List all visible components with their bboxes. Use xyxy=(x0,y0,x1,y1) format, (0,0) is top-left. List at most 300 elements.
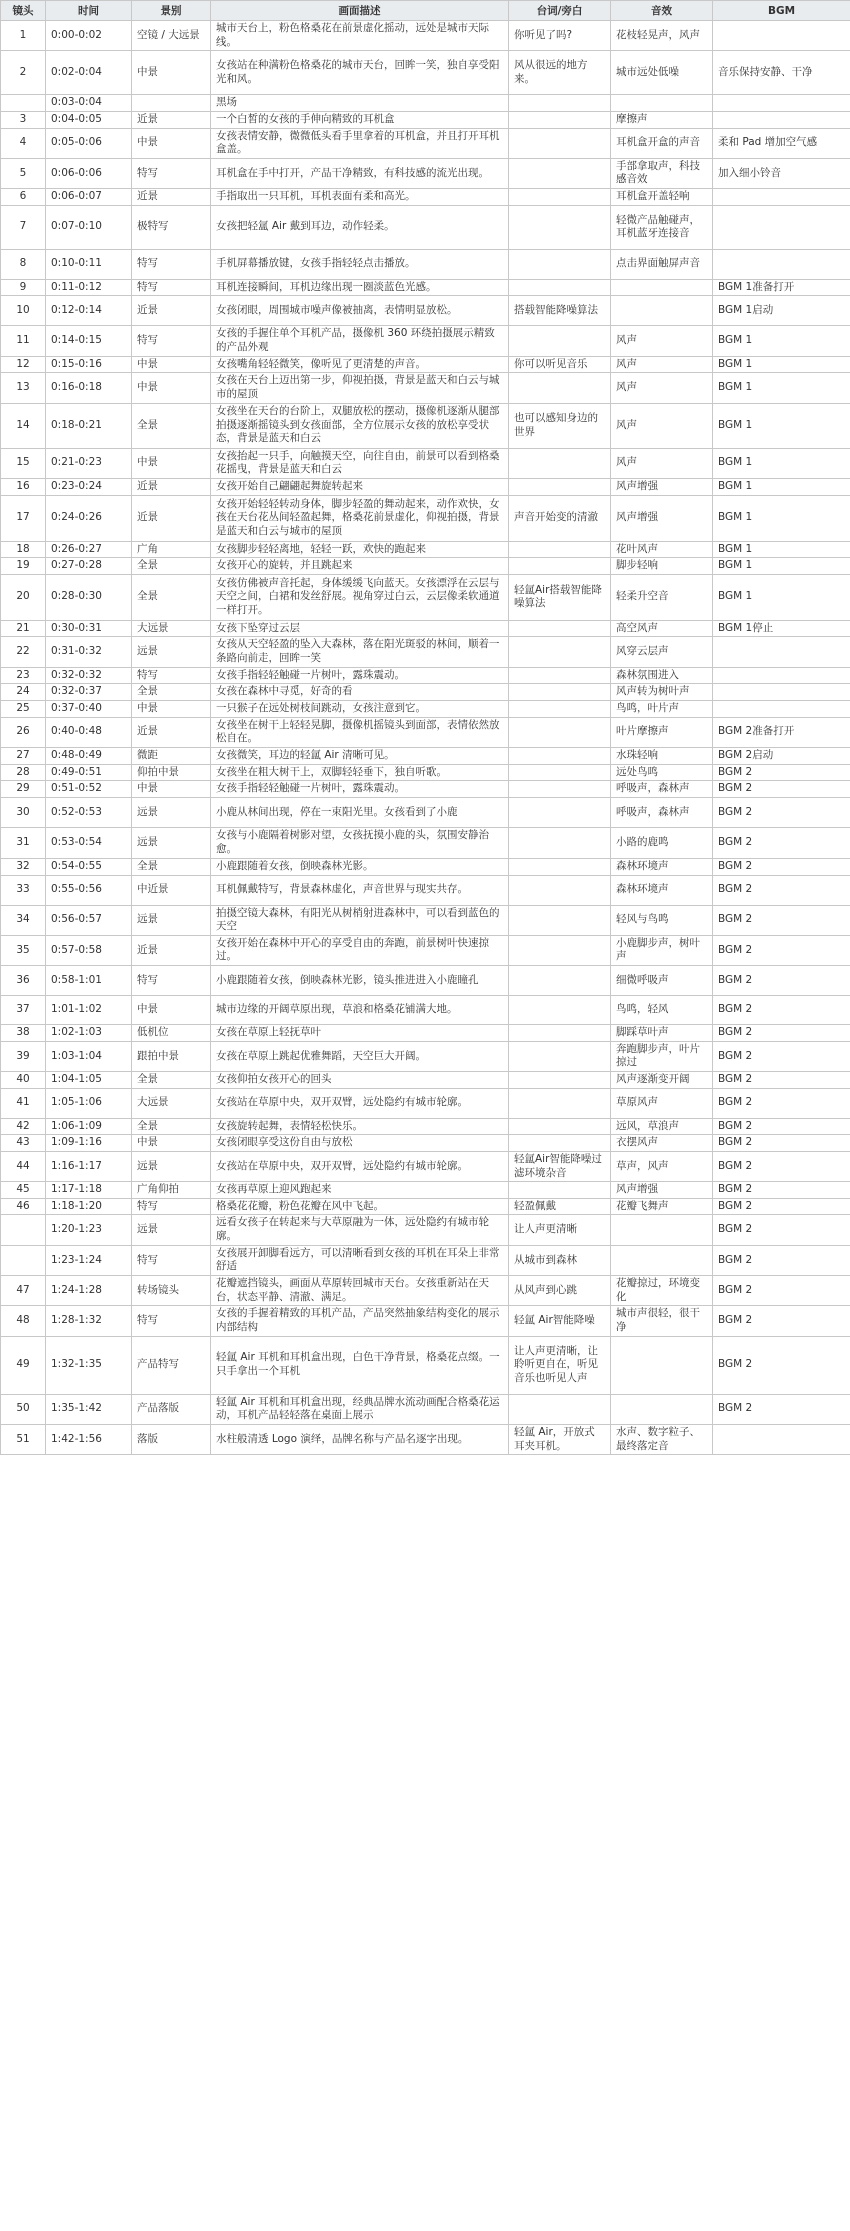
cell-bgm: 柔和 Pad 增加空气感 xyxy=(713,128,850,158)
cell-time: 0:05-0:06 xyxy=(46,128,132,158)
cell-bgm: BGM 2 xyxy=(713,1306,850,1336)
cell-bgm xyxy=(713,701,850,718)
cell-shot-size: 全景 xyxy=(132,684,211,701)
cell-bgm xyxy=(713,95,850,112)
cell-shot-number: 7 xyxy=(1,205,46,249)
cell-bgm: BGM 2 xyxy=(713,1215,850,1245)
cell-time: 0:54-0:55 xyxy=(46,858,132,875)
cell-shot-number: 2 xyxy=(1,51,46,95)
cell-sound-effect: 小鹿脚步声，树叶声 xyxy=(611,935,713,965)
cell-dialogue xyxy=(509,875,611,905)
table-row xyxy=(1,858,850,875)
cell-bgm: BGM 2 xyxy=(713,1135,850,1152)
cell-dialogue xyxy=(509,764,611,781)
cell-shot-size xyxy=(132,95,211,112)
cell-time: 0:10-0:11 xyxy=(46,249,132,279)
cell-dialogue xyxy=(509,1041,611,1071)
cell-sound-effect: 花叶风声 xyxy=(611,541,713,558)
cell-sound-effect: 风声增强 xyxy=(611,1182,713,1199)
cell-bgm: BGM 2 xyxy=(713,935,850,965)
cell-shot-number: 35 xyxy=(1,935,46,965)
cell-time: 0:24-0:26 xyxy=(46,495,132,541)
cell-shot-number xyxy=(1,1245,46,1275)
cell-shot-size: 特写 xyxy=(132,966,211,996)
cell-description: 女孩开始自己翩翩起舞旋转起来 xyxy=(211,478,509,495)
table-row xyxy=(1,128,850,158)
table-row xyxy=(1,51,850,95)
cell-shot-size: 远景 xyxy=(132,905,211,935)
cell-time: 0:52-0:53 xyxy=(46,797,132,827)
cell-shot-size: 产品落版 xyxy=(132,1394,211,1424)
cell-description: 小鹿跟随着女孩，倒映森林光影。 xyxy=(211,858,509,875)
cell-shot-number: 39 xyxy=(1,1041,46,1071)
table-row xyxy=(1,574,850,620)
table-row xyxy=(1,684,850,701)
table-row xyxy=(1,1025,850,1042)
table-row xyxy=(1,764,850,781)
cell-shot-size: 中景 xyxy=(132,701,211,718)
cell-dialogue xyxy=(509,667,611,684)
cell-bgm: BGM 1 xyxy=(713,403,850,448)
cell-sound-effect: 衣摆风声 xyxy=(611,1135,713,1152)
cell-bgm: BGM 1 xyxy=(713,478,850,495)
cell-time: 1:06-1:09 xyxy=(46,1118,132,1135)
cell-description: 城市天台上，粉色格桑花在前景虚化摇动，远处是城市天际线。 xyxy=(211,21,509,51)
cell-time: 0:32-0:32 xyxy=(46,667,132,684)
cell-shot-size: 特写 xyxy=(132,158,211,188)
cell-shot-number: 18 xyxy=(1,541,46,558)
cell-bgm: BGM 2 xyxy=(713,764,850,781)
cell-dialogue xyxy=(509,558,611,575)
cell-description: 耳机佩戴特写，背景森林虚化，声音世界与现实共存。 xyxy=(211,875,509,905)
table-row xyxy=(1,1336,850,1394)
cell-shot-size: 中景 xyxy=(132,781,211,798)
table-row xyxy=(1,1198,850,1215)
cell-sound-effect: 森林环境声 xyxy=(611,858,713,875)
cell-dialogue xyxy=(509,1071,611,1088)
cell-dialogue xyxy=(509,95,611,112)
cell-sound-effect: 手部拿取声，科技感音效 xyxy=(611,158,713,188)
table-row xyxy=(1,1394,850,1424)
cell-dialogue: 从城市到森林 xyxy=(509,1245,611,1275)
cell-description: 女孩抬起一只手，向触摸天空，向往自由，前景可以看到格桑花摇曳，背景是蓝天和白云 xyxy=(211,448,509,478)
cell-description: 女孩旋转起舞，表情轻松快乐。 xyxy=(211,1118,509,1135)
cell-shot-number: 15 xyxy=(1,448,46,478)
cell-sound-effect: 脚踩草叶声 xyxy=(611,1025,713,1042)
cell-description: 女孩站在种满粉色格桑花的城市天台，回眸一笑，独自享受阳光和风。 xyxy=(211,51,509,95)
cell-shot-size: 近景 xyxy=(132,296,211,326)
cell-description: 女孩在森林中寻觅，好奇的看 xyxy=(211,684,509,701)
cell-bgm xyxy=(713,684,850,701)
table-row xyxy=(1,21,850,51)
cell-bgm: BGM 2准备打开 xyxy=(713,717,850,747)
cell-shot-size: 全景 xyxy=(132,1118,211,1135)
cell-sound-effect: 风穿云层声 xyxy=(611,637,713,667)
cell-shot-number: 6 xyxy=(1,189,46,206)
cell-bgm: BGM 2 xyxy=(713,797,850,827)
cell-shot-number: 21 xyxy=(1,620,46,637)
cell-bgm: BGM 2 xyxy=(713,1198,850,1215)
cell-sound-effect: 城市声很轻，很干净 xyxy=(611,1306,713,1336)
cell-time: 1:20-1:23 xyxy=(46,1215,132,1245)
cell-shot-size: 近景 xyxy=(132,478,211,495)
cell-shot-size: 特写 xyxy=(132,1245,211,1275)
cell-bgm xyxy=(713,111,850,128)
cell-shot-number: 50 xyxy=(1,1394,46,1424)
cell-shot-number: 30 xyxy=(1,797,46,827)
cell-time: 0:03-0:04 xyxy=(46,95,132,112)
cell-dialogue xyxy=(509,781,611,798)
cell-dialogue xyxy=(509,747,611,764)
cell-dialogue: 你可以听见音乐 xyxy=(509,356,611,373)
cell-sound-effect: 森林环境声 xyxy=(611,875,713,905)
cell-dialogue xyxy=(509,541,611,558)
cell-shot-size: 广角 xyxy=(132,541,211,558)
cell-description: 小鹿跟随着女孩，倒映森林光影，镜头推进进入小鹿瞳孔 xyxy=(211,966,509,996)
cell-sound-effect: 轻微产品触碰声，耳机蓝牙连接音 xyxy=(611,205,713,249)
cell-time: 1:03-1:04 xyxy=(46,1041,132,1071)
cell-bgm: BGM 2 xyxy=(713,1088,850,1118)
cell-shot-number: 12 xyxy=(1,356,46,373)
cell-sound-effect: 风声 xyxy=(611,356,713,373)
table-row xyxy=(1,95,850,112)
cell-shot-size: 特写 xyxy=(132,279,211,296)
table-row xyxy=(1,1306,850,1336)
cell-description: 一只猴子在远处树枝间跳动，女孩注意到它。 xyxy=(211,701,509,718)
cell-description: 一个白皙的女孩的手伸向精致的耳机盒 xyxy=(211,111,509,128)
table-row xyxy=(1,111,850,128)
cell-time: 0:06-0:07 xyxy=(46,189,132,206)
cell-dialogue xyxy=(509,279,611,296)
cell-sound-effect: 风声逐渐变开阔 xyxy=(611,1071,713,1088)
cell-sound-effect: 水声、数字粒子、最终落定音 xyxy=(611,1424,713,1454)
cell-time: 0:28-0:30 xyxy=(46,574,132,620)
table-row xyxy=(1,637,850,667)
cell-dialogue: 让人声更清晰 xyxy=(509,1215,611,1245)
table-row xyxy=(1,249,850,279)
header-description: 画面描述 xyxy=(211,1,509,21)
cell-time: 1:24-1:28 xyxy=(46,1276,132,1306)
cell-shot-size: 特写 xyxy=(132,326,211,356)
cell-dialogue: 轻氲Air智能降噪过滤环境杂音 xyxy=(509,1151,611,1181)
cell-bgm: BGM 2 xyxy=(713,1336,850,1394)
cell-description: 女孩的手握住单个耳机产品，摄像机 360 环绕拍摄展示精致的产品外观 xyxy=(211,326,509,356)
cell-bgm xyxy=(713,1424,850,1454)
table-row xyxy=(1,403,850,448)
cell-description: 女孩开始轻轻转动身体，脚步轻盈的舞动起来，动作欢快，女孩在天台花丛间轻盈起舞，格桑花前景虚化，仰视拍摄，背景是蓝天和白云与城市的屋顶 xyxy=(211,495,509,541)
table-row xyxy=(1,996,850,1025)
cell-sound-effect: 高空风声 xyxy=(611,620,713,637)
cell-shot-size: 远景 xyxy=(132,637,211,667)
cell-sound-effect: 摩擦声 xyxy=(611,111,713,128)
cell-bgm: BGM 2 xyxy=(713,781,850,798)
cell-sound-effect: 风声 xyxy=(611,448,713,478)
cell-shot-size: 中近景 xyxy=(132,875,211,905)
cell-time: 0:56-0:57 xyxy=(46,905,132,935)
cell-shot-number: 37 xyxy=(1,996,46,1025)
cell-bgm: BGM 2 xyxy=(713,1276,850,1306)
cell-dialogue xyxy=(509,996,611,1025)
cell-sound-effect: 小路的鹿鸣 xyxy=(611,827,713,858)
cell-sound-effect: 远处鸟鸣 xyxy=(611,764,713,781)
cell-description: 女孩与小鹿隔着树影对望，女孩抚摸小鹿的头，氛围安静治愈。 xyxy=(211,827,509,858)
cell-bgm: BGM 2 xyxy=(713,1394,850,1424)
cell-shot-size: 全景 xyxy=(132,558,211,575)
cell-shot-number: 1 xyxy=(1,21,46,51)
cell-dialogue xyxy=(509,637,611,667)
cell-shot-number: 45 xyxy=(1,1182,46,1199)
cell-dialogue xyxy=(509,249,611,279)
cell-bgm xyxy=(713,205,850,249)
table-row xyxy=(1,620,850,637)
cell-time: 0:06-0:06 xyxy=(46,158,132,188)
table-row xyxy=(1,1088,850,1118)
cell-dialogue xyxy=(509,935,611,965)
cell-time: 0:31-0:32 xyxy=(46,637,132,667)
cell-shot-size: 转场镜头 xyxy=(132,1276,211,1306)
cell-dialogue xyxy=(509,1135,611,1152)
cell-shot-number: 40 xyxy=(1,1071,46,1088)
cell-shot-size: 远景 xyxy=(132,827,211,858)
table-row xyxy=(1,541,850,558)
cell-description: 女孩站在草原中央，双开双臂，远处隐约有城市轮廓。 xyxy=(211,1151,509,1181)
table-row xyxy=(1,1424,850,1454)
cell-bgm: BGM 2 xyxy=(713,875,850,905)
cell-sound-effect: 脚步轻响 xyxy=(611,558,713,575)
table-row xyxy=(1,478,850,495)
cell-dialogue xyxy=(509,717,611,747)
cell-description: 水柱般清透 Logo 演绎，品牌名称与产品名逐字出现。 xyxy=(211,1424,509,1454)
cell-time: 0:51-0:52 xyxy=(46,781,132,798)
cell-dialogue: 你听见了吗? xyxy=(509,21,611,51)
cell-time: 0:16-0:18 xyxy=(46,373,132,403)
cell-bgm: BGM 2启动 xyxy=(713,747,850,764)
table-row xyxy=(1,667,850,684)
cell-shot-number: 8 xyxy=(1,249,46,279)
cell-time: 1:02-1:03 xyxy=(46,1025,132,1042)
cell-shot-size: 中景 xyxy=(132,128,211,158)
cell-description: 轻氲 Air 耳机和耳机盒出现，经典品牌水流动画配合格桑花运动，耳机产品轻轻落在桌面上展示 xyxy=(211,1394,509,1424)
cell-dialogue xyxy=(509,1025,611,1042)
cell-dialogue xyxy=(509,205,611,249)
cell-sound-effect xyxy=(611,95,713,112)
cell-bgm: BGM 2 xyxy=(713,1041,850,1071)
cell-sound-effect: 风声转为树叶声 xyxy=(611,684,713,701)
cell-time: 0:00-0:02 xyxy=(46,21,132,51)
table-row xyxy=(1,189,850,206)
table-row xyxy=(1,1182,850,1199)
cell-time: 1:18-1:20 xyxy=(46,1198,132,1215)
cell-sound-effect xyxy=(611,279,713,296)
cell-sound-effect: 水珠轻响 xyxy=(611,747,713,764)
cell-description: 女孩坐在天台的台阶上，双腿放松的摆动，摄像机逐渐从腿部拍摄逐渐摇镜头到女孩面部，全方位展示女孩的放松享受状态，背景是蓝天和白云 xyxy=(211,403,509,448)
cell-sound-effect: 花枝轻晃声，风声 xyxy=(611,21,713,51)
cell-shot-number: 5 xyxy=(1,158,46,188)
cell-time: 1:09-1:16 xyxy=(46,1135,132,1152)
cell-bgm: BGM 1 xyxy=(713,356,850,373)
table-row xyxy=(1,1118,850,1135)
header-shot-number: 镜头 xyxy=(1,1,46,21)
cell-description: 女孩的手握着精致的耳机产品，产品突然抽象结构变化的展示内部结构 xyxy=(211,1306,509,1336)
cell-sound-effect: 细微呼吸声 xyxy=(611,966,713,996)
cell-time: 1:04-1:05 xyxy=(46,1071,132,1088)
cell-bgm: BGM 1 xyxy=(713,326,850,356)
cell-dialogue xyxy=(509,827,611,858)
cell-dialogue xyxy=(509,905,611,935)
cell-bgm: BGM 1停止 xyxy=(713,620,850,637)
cell-shot-number: 51 xyxy=(1,1424,46,1454)
cell-shot-size: 全景 xyxy=(132,858,211,875)
cell-time: 0:57-0:58 xyxy=(46,935,132,965)
cell-description: 女孩仰拍女孩开心的回头 xyxy=(211,1071,509,1088)
table-row xyxy=(1,356,850,373)
cell-shot-size: 极特写 xyxy=(132,205,211,249)
cell-time: 1:28-1:32 xyxy=(46,1306,132,1336)
cell-sound-effect: 轻风与鸟鸣 xyxy=(611,905,713,935)
cell-dialogue xyxy=(509,620,611,637)
cell-shot-number: 31 xyxy=(1,827,46,858)
cell-sound-effect: 呼吸声，森林声 xyxy=(611,781,713,798)
table-row xyxy=(1,448,850,478)
cell-time: 0:48-0:49 xyxy=(46,747,132,764)
cell-bgm: BGM 1 xyxy=(713,495,850,541)
cell-shot-number: 14 xyxy=(1,403,46,448)
cell-dialogue: 轻氲 Air智能降噪 xyxy=(509,1306,611,1336)
cell-sound-effect: 风声 xyxy=(611,403,713,448)
cell-shot-size: 特写 xyxy=(132,667,211,684)
cell-sound-effect: 草原风声 xyxy=(611,1088,713,1118)
cell-bgm: BGM 2 xyxy=(713,905,850,935)
cell-description: 女孩站在草原中央，双开双臂，远处隐约有城市轮廓。 xyxy=(211,1088,509,1118)
cell-shot-number xyxy=(1,95,46,112)
cell-time: 0:49-0:51 xyxy=(46,764,132,781)
cell-description: 女孩表情安静，微微低头看手里拿着的耳机盒，并且打开耳机盒盖。 xyxy=(211,128,509,158)
cell-description: 远看女孩子在转起来与大草原融为一体，远处隐约有城市轮廓。 xyxy=(211,1215,509,1245)
cell-sound-effect: 远风，草浪声 xyxy=(611,1118,713,1135)
cell-dialogue xyxy=(509,966,611,996)
cell-shot-number: 24 xyxy=(1,684,46,701)
cell-time: 1:23-1:24 xyxy=(46,1245,132,1275)
cell-description: 格桑花花瓣，粉色花瓣在风中飞起。 xyxy=(211,1198,509,1215)
cell-time: 0:27-0:28 xyxy=(46,558,132,575)
cell-shot-number: 33 xyxy=(1,875,46,905)
cell-shot-number: 49 xyxy=(1,1336,46,1394)
table-body xyxy=(1,21,850,1455)
cell-sound-effect: 点击界面触屏声音 xyxy=(611,249,713,279)
cell-dialogue xyxy=(509,701,611,718)
cell-bgm xyxy=(713,667,850,684)
cell-sound-effect: 耳机盒开盒的声音 xyxy=(611,128,713,158)
cell-description: 轻氲 Air 耳机和耳机盒出现，白色干净背景，格桑花点缀。一只手拿出一个耳机 xyxy=(211,1336,509,1394)
cell-dialogue xyxy=(509,128,611,158)
cell-time: 1:42-1:56 xyxy=(46,1424,132,1454)
cell-time: 1:01-1:02 xyxy=(46,996,132,1025)
cell-dialogue xyxy=(509,158,611,188)
cell-time: 0:15-0:16 xyxy=(46,356,132,373)
cell-time: 0:07-0:10 xyxy=(46,205,132,249)
cell-shot-number: 20 xyxy=(1,574,46,620)
cell-time: 0:32-0:37 xyxy=(46,684,132,701)
cell-description: 女孩开始在森林中开心的享受自由的奔跑，前景树叶快速掠过。 xyxy=(211,935,509,965)
header-bgm: BGM xyxy=(713,1,850,21)
cell-sound-effect: 风声 xyxy=(611,326,713,356)
cell-description: 女孩在草原上跳起优雅舞蹈，天空巨大开阔。 xyxy=(211,1041,509,1071)
cell-sound-effect: 城市远处低噪 xyxy=(611,51,713,95)
table-row xyxy=(1,1215,850,1245)
cell-sound-effect: 耳机盒开盖轻响 xyxy=(611,189,713,206)
cell-shot-size: 仰拍中景 xyxy=(132,764,211,781)
cell-description: 女孩再草原上迎风跑起来 xyxy=(211,1182,509,1199)
cell-shot-size: 远景 xyxy=(132,1151,211,1181)
cell-shot-size: 中景 xyxy=(132,51,211,95)
table-row xyxy=(1,1135,850,1152)
cell-sound-effect xyxy=(611,1394,713,1424)
cell-dialogue xyxy=(509,448,611,478)
cell-shot-number: 25 xyxy=(1,701,46,718)
cell-bgm: BGM 2 xyxy=(713,827,850,858)
cell-shot-size: 微距 xyxy=(132,747,211,764)
cell-bgm xyxy=(713,189,850,206)
table-row xyxy=(1,701,850,718)
cell-shot-number: 13 xyxy=(1,373,46,403)
cell-sound-effect: 风声增强 xyxy=(611,495,713,541)
cell-shot-size: 中景 xyxy=(132,356,211,373)
cell-bgm: BGM 1 xyxy=(713,558,850,575)
cell-sound-effect xyxy=(611,1215,713,1245)
cell-time: 0:12-0:14 xyxy=(46,296,132,326)
cell-time: 0:26-0:27 xyxy=(46,541,132,558)
cell-shot-number: 42 xyxy=(1,1118,46,1135)
cell-shot-number: 29 xyxy=(1,781,46,798)
cell-bgm xyxy=(713,637,850,667)
table-row xyxy=(1,875,850,905)
cell-shot-size: 近景 xyxy=(132,189,211,206)
cell-sound-effect: 森林氛围进入 xyxy=(611,667,713,684)
cell-dialogue: 轻氲 Air，开放式耳夹耳机。 xyxy=(509,1424,611,1454)
cell-description: 女孩坐在树干上轻轻晃脚，摄像机摇镜头到面部，表情依然放松自在。 xyxy=(211,717,509,747)
cell-dialogue xyxy=(509,684,611,701)
cell-shot-number: 3 xyxy=(1,111,46,128)
table-row xyxy=(1,935,850,965)
cell-description: 女孩在天台上迈出第一步，仰视拍摄，背景是蓝天和白云与城市的屋顶 xyxy=(211,373,509,403)
cell-shot-size: 中景 xyxy=(132,1135,211,1152)
cell-bgm: BGM 1准备打开 xyxy=(713,279,850,296)
table-row xyxy=(1,797,850,827)
cell-description: 女孩闭眼，周围城市噪声像被抽离，表情明显放松。 xyxy=(211,296,509,326)
cell-description: 拍摄空镜大森林，有阳光从树梢射进森林中，可以看到蓝色的天空 xyxy=(211,905,509,935)
cell-shot-number: 26 xyxy=(1,717,46,747)
cell-sound-effect: 轻柔升空音 xyxy=(611,574,713,620)
table-row xyxy=(1,558,850,575)
cell-shot-number: 11 xyxy=(1,326,46,356)
cell-shot-size: 特写 xyxy=(132,1306,211,1336)
cell-bgm: 加入细小铃音 xyxy=(713,158,850,188)
cell-description: 城市边缘的开阔草原出现，草浪和格桑花铺满大地。 xyxy=(211,996,509,1025)
cell-shot-size: 近景 xyxy=(132,717,211,747)
cell-description: 女孩仿佛被声音托起，身体缓缓飞向蓝天。女孩漂浮在云层与天空之间，白裙和发丝舒展。视角穿过白云，云层像柔软通道一样打开。 xyxy=(211,574,509,620)
cell-shot-number: 34 xyxy=(1,905,46,935)
header-shot-size: 景别 xyxy=(132,1,211,21)
cell-shot-number: 43 xyxy=(1,1135,46,1152)
cell-description: 女孩展开卸脚看远方，可以清晰看到女孩的耳机在耳朵上非常舒适 xyxy=(211,1245,509,1275)
header-sound-effects: 音效 xyxy=(611,1,713,21)
cell-shot-number: 10 xyxy=(1,296,46,326)
cell-sound-effect: 花瓣飞舞声 xyxy=(611,1198,713,1215)
cell-description: 小鹿从林间出现，停在一束阳光里。女孩看到了小鹿 xyxy=(211,797,509,827)
cell-bgm: BGM 1 xyxy=(713,373,850,403)
cell-time: 1:32-1:35 xyxy=(46,1336,132,1394)
cell-bgm: BGM 2 xyxy=(713,1118,850,1135)
